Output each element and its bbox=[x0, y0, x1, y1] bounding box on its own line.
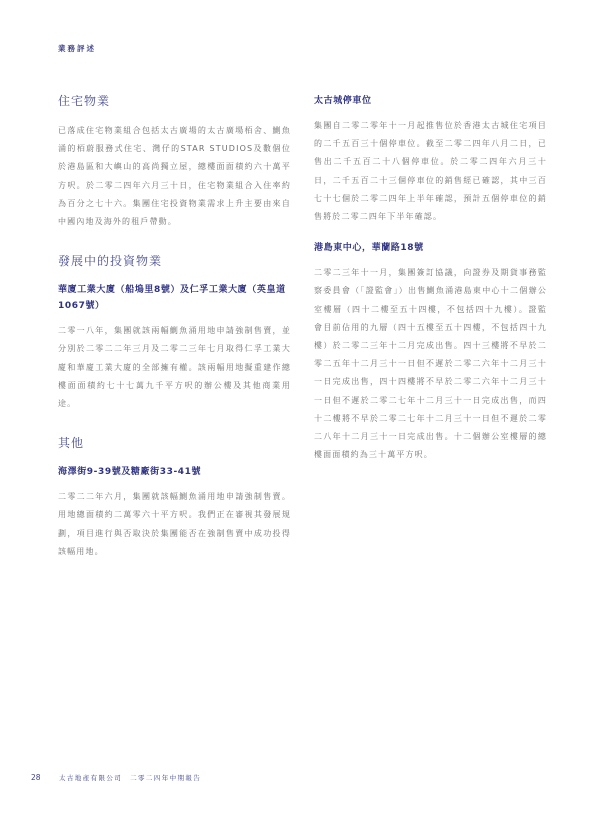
section-residential bbox=[58, 93, 291, 231]
section-others bbox=[58, 435, 291, 561]
right-column bbox=[314, 93, 547, 464]
section-heading-others: 其他 bbox=[58, 436, 85, 451]
section-one-island-east bbox=[314, 240, 547, 464]
report-title: 太古地產有限公司 二零二四年中期報告 bbox=[59, 774, 202, 782]
subheading-hoi-wan-street: 海澤街9-39號及糖廠街33-41號 bbox=[58, 467, 202, 478]
subheading-wah-ha-yau-fook: 華廈工業大廈（船塢里8號）及仁孚工業大廈（英皇道1067號） bbox=[58, 285, 286, 312]
section-heading-under-development: 發展中的投資物業 bbox=[58, 254, 163, 269]
section-taikoo-shing-parking bbox=[314, 93, 547, 226]
page-footer bbox=[31, 773, 201, 782]
paragraph-others: 二零二二年六月，集團就該幅鰂魚涌用地申請強制售賣。用地總面積約二萬零六十平方呎。我們正在審視其發展規劃，項目進行與否取決於集團能否在強制售賣中成功投得該幅用地。 bbox=[58, 492, 291, 556]
subheading-taikoo-shing-parking: 太古城停車位 bbox=[314, 96, 372, 106]
left-column bbox=[58, 93, 291, 561]
section-under-development bbox=[58, 253, 291, 413]
paragraph-one-island-east: 二零二三年十一月，集團簽訂協議，向證券及期貨事務監察委員會（「證監會」）出售鰂魚涌港島東中心十二個辦公室樓層（四十二樓至五十四樓，不包括四十九樓）。證監會目前佔用的九層（四十五樓至五十四樓，不包括四十九樓）於二零二三年十二月完成出售。四十三樓將不早於二零二五年十二月三十一日但不遲於二零二六年十二月三十一日完成出售，四十四樓將不早於二零二六年十二月三十一日但不遲於二零二七年十二月三十一日完成出售，而四十二樓將不早於二零二七年十二月三十一日但不遲於二零二八年十二月三十一日完成出售。十二個辦公室樓層的總樓面面積約為三十萬平方呎。 bbox=[314, 268, 547, 460]
section-heading-residential: 住宅物業 bbox=[58, 94, 111, 108]
subheading-one-island-east: 港島東中心，華蘭路18號 bbox=[314, 243, 424, 254]
paragraph-residential: 已落成住宅物業組合包括太古廣場的太古廣場栢舍、鰂魚涌的栢蔚服務式住宅、灣仔的STAR STUDIOS及數個位於港島區和大嶼山的高尚獨立屋，總樓面面積約六十萬平方呎。於二零二四年六月三十日，住宅物業組合入住率約為百分之七十六。集團住宅投資物業需求上升主要由來自中國內地及海外的租戶帶動。 bbox=[58, 126, 291, 227]
running-header: 業務評述 bbox=[58, 44, 96, 53]
page-number: 28 bbox=[31, 773, 41, 782]
paragraph-taikoo-shing-parking: 集團自二零二零年十一月起推售位於香港太古城住宅項目的二千五百三十個停車位。截至二零二四年八月二日，已售出二千五百二十八個停車位。於二零二四年六月三十日，二千五百二十三個停車位的銷售經已確認，其中三百七十七個於二零二四年上半年確認，預計五個停車位的銷售將於二零二四年下半年確認。 bbox=[314, 121, 547, 222]
paragraph-under-development: 二零一八年，集團就該兩幅鰂魚涌用地申請強制售賣，並分別於二零二二年三月及二零二三年七月取得仁孚工業大廈和華廈工業大廈的全部擁有權。該兩幅用地擬重建作總樓面面積約七十七萬九千平方呎的辦公樓及其他商業用途。 bbox=[58, 326, 291, 409]
